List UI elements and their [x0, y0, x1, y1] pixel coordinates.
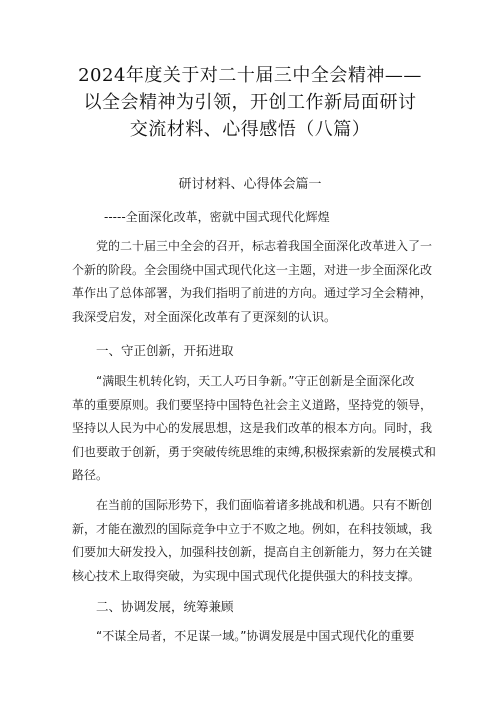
paragraph-4	[72, 625, 432, 649]
heading-1: 一、守正创新，开拓进取	[96, 343, 234, 358]
paragraph-line: 个新的阶段。全会围绕中国式现代化这一主题，对进一步全面深化改	[72, 262, 433, 277]
paragraph-line: 革作出了总体部署，为我们指明了前进的方向。通过学习全会精神，	[72, 286, 433, 300]
section-subtitle: -----全面深化改革，密就中国式现代化辉煌	[104, 210, 330, 224]
paragraph-2	[72, 370, 436, 488]
paragraph-3	[72, 494, 432, 588]
paragraph-line: 核心技术上取得突破，为实现中国式现代化提供强大的科技支撑。	[72, 568, 421, 583]
section-heading: 研讨材料、心得体会篇一	[178, 177, 322, 192]
title-line: 交流材料、心得感悟（八篇）	[129, 119, 371, 140]
paragraph-line: “不谋全局者，不足谋一域。”协调发展是中国式现代化的重要	[96, 629, 415, 643]
paragraph-line: “满眼生机转化钧，天工人巧日争新。”守正创新是全面深化改	[96, 374, 415, 388]
title-line: 以全会精神为引领，开创工作新局面研讨	[83, 92, 417, 113]
paragraph-1	[72, 235, 432, 329]
title-line: 2024年度关于对二十届三中全会精神——	[78, 65, 422, 86]
paragraph-line: 党的二十届三中全会的召开，标志着我国全面深化改革进入了一	[96, 239, 433, 253]
heading-2: 二、协调发展，统筹兼顾	[96, 599, 234, 614]
paragraph-line: 坚持以人民为中心的发展思想，这是我们改革的根本方向。同时，我	[72, 421, 433, 435]
paragraph-line: 革的重要原则。我们要坚持中国特色社会主义道路，坚持党的领导，	[72, 397, 433, 412]
paragraph-line: 们要加大研发投入，加强科技创新，提高自主创新能力，努力在关键	[72, 545, 433, 559]
paragraph-line: 路径。	[72, 468, 109, 482]
paragraph-line: 新，才能在激烈的国际竞争中立于不败之地。例如，在科技领域，我	[72, 521, 433, 536]
paragraph-line: 在当前的国际形势下，我们面临着诸多挑战和机遇。只有不断创	[96, 498, 433, 512]
paragraph-line: 们也要敢于创新，勇于突破传统思维的束缚,积极探索新的发展模式和	[72, 444, 436, 459]
document-title	[40, 62, 460, 143]
paragraph-line: 我深受启发，对全面深化改革有了更深刻的认识。	[72, 309, 337, 324]
